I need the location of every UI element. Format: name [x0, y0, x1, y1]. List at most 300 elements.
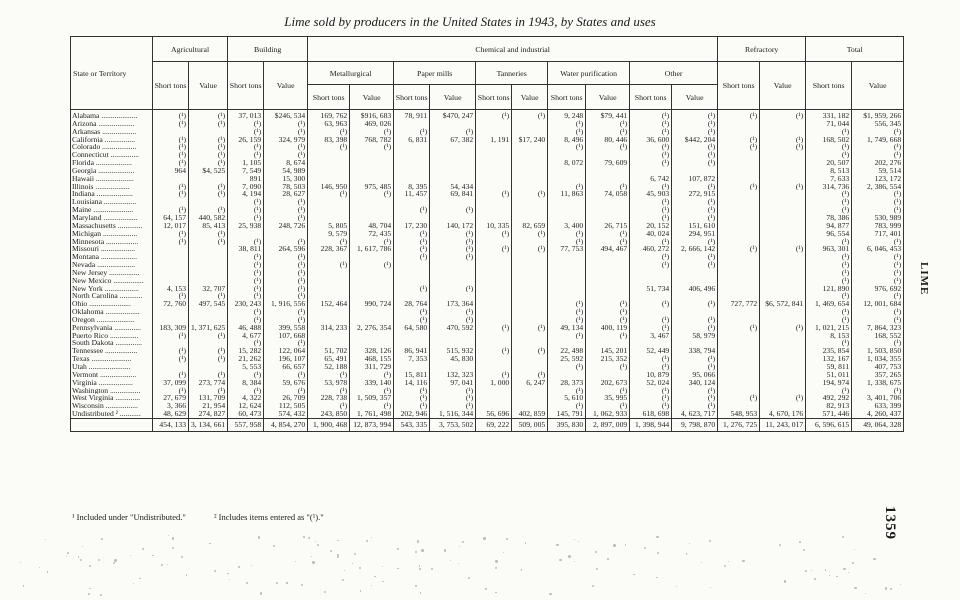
- data-cell: 338, 794: [672, 347, 718, 355]
- data-cell: 27, 679: [153, 394, 189, 402]
- data-cell: (¹): [430, 230, 476, 238]
- data-cell: 11, 863: [548, 190, 586, 198]
- data-cell: 574, 432: [264, 410, 308, 418]
- data-cell: (¹): [806, 316, 852, 324]
- scan-speck: [574, 561, 575, 562]
- table-row: [71, 175, 904, 183]
- data-cell: 52, 449: [630, 347, 672, 355]
- header-value: Value: [350, 85, 394, 110]
- scan-speck: [779, 544, 781, 546]
- data-cell: 243, 850: [308, 410, 350, 418]
- data-cell: (¹): [630, 120, 672, 128]
- data-cell: 63, 963: [308, 120, 350, 128]
- table-row: [71, 136, 904, 144]
- data-cell: [189, 175, 228, 183]
- data-cell: (¹): [672, 151, 718, 159]
- scan-speck: [890, 588, 892, 590]
- data-cell: (¹): [586, 120, 630, 128]
- data-cell: 460, 272: [630, 245, 672, 253]
- scan-speck: [78, 556, 80, 558]
- data-cell: (¹): [630, 402, 672, 410]
- data-cell: [153, 253, 189, 261]
- data-cell: [189, 316, 228, 324]
- data-cell: [548, 261, 586, 269]
- data-cell: 228, 738: [308, 394, 350, 402]
- data-cell: (¹): [264, 387, 308, 395]
- data-cell: (¹): [350, 261, 394, 269]
- scan-speck: [88, 593, 90, 595]
- data-cell: 121, 890: [806, 285, 852, 293]
- data-cell: 10, 879: [630, 371, 672, 379]
- data-cell: (¹): [264, 292, 308, 300]
- data-cell: (¹): [308, 371, 350, 379]
- data-cell: (¹): [394, 308, 430, 316]
- data-cell: (¹): [672, 261, 718, 269]
- scan-speck: [67, 552, 69, 554]
- data-cell: [718, 128, 760, 136]
- data-cell: (¹): [672, 300, 718, 308]
- data-cell: [350, 292, 394, 300]
- data-cell: $1, 959, 266: [852, 110, 904, 120]
- data-cell: $17, 240: [512, 136, 548, 144]
- data-cell: (¹): [264, 261, 308, 269]
- data-cell: [476, 402, 512, 410]
- data-cell: (¹): [228, 277, 264, 285]
- data-cell: 228, 367: [308, 245, 350, 253]
- data-cell: [308, 339, 350, 347]
- data-cell: [394, 198, 430, 206]
- data-cell: (¹): [548, 387, 586, 395]
- state-name-cell: Nevada ....................: [71, 261, 153, 269]
- totals-cell: 12, 873, 994: [350, 418, 394, 431]
- data-cell: [548, 292, 586, 300]
- table-row: [71, 183, 904, 191]
- data-cell: 571, 446: [806, 410, 852, 418]
- data-cell: [760, 167, 806, 175]
- data-cell: (¹): [852, 308, 904, 316]
- data-cell: [308, 253, 350, 261]
- data-cell: [586, 285, 630, 293]
- data-cell: [512, 128, 548, 136]
- data-cell: (¹): [630, 143, 672, 151]
- scan-speck: [873, 558, 875, 560]
- table-row: [71, 269, 904, 277]
- data-cell: (¹): [228, 143, 264, 151]
- data-cell: (¹): [430, 387, 476, 395]
- data-cell: (¹): [718, 245, 760, 253]
- data-cell: 15, 300: [264, 175, 308, 183]
- data-cell: (¹): [189, 159, 228, 167]
- data-cell: (¹): [672, 238, 718, 246]
- data-cell: [586, 261, 630, 269]
- data-cell: 494, 467: [586, 245, 630, 253]
- header-value: Value: [189, 62, 228, 110]
- header-short-tons: Short tons: [718, 62, 760, 110]
- data-cell: 7, 090: [228, 183, 264, 191]
- data-cell: [512, 143, 548, 151]
- scan-speck: [784, 580, 787, 583]
- data-cell: (¹): [189, 136, 228, 144]
- data-cell: [586, 151, 630, 159]
- scan-speck: [209, 543, 210, 544]
- scan-speck: [656, 577, 657, 578]
- data-cell: [476, 261, 512, 269]
- data-cell: [718, 190, 760, 198]
- data-cell: (¹): [394, 230, 430, 238]
- data-cell: 22, 498: [548, 347, 586, 355]
- scan-speck: [607, 558, 609, 560]
- data-cell: (¹): [672, 402, 718, 410]
- data-cell: [760, 214, 806, 222]
- table-row: [71, 394, 904, 402]
- data-cell: (¹): [228, 292, 264, 300]
- data-cell: [430, 269, 476, 277]
- data-cell: (¹): [760, 183, 806, 191]
- state-name-cell: Utah ......................: [71, 363, 153, 371]
- data-cell: 123, 172: [852, 175, 904, 183]
- state-name-cell: Colorado ..................: [71, 143, 153, 151]
- data-cell: [760, 253, 806, 261]
- data-cell: (¹): [548, 143, 586, 151]
- data-cell: [394, 269, 430, 277]
- data-cell: (¹): [394, 206, 430, 214]
- data-cell: 36, 600: [630, 136, 672, 144]
- data-cell: (¹): [394, 387, 430, 395]
- data-cell: [548, 253, 586, 261]
- data-cell: [153, 269, 189, 277]
- data-cell: (¹): [189, 332, 228, 340]
- scan-speck: [592, 585, 595, 588]
- data-cell: [189, 128, 228, 136]
- data-cell: 1, 516, 344: [430, 410, 476, 418]
- data-cell: $6, 572, 841: [760, 300, 806, 308]
- data-cell: 53, 978: [308, 379, 350, 387]
- data-cell: [394, 363, 430, 371]
- table-row: [71, 387, 904, 395]
- header-agricultural: Agricultural: [153, 37, 228, 62]
- data-cell: 4, 260, 437: [852, 410, 904, 418]
- data-cell: (¹): [189, 387, 228, 395]
- data-cell: [718, 230, 760, 238]
- data-cell: (¹): [586, 230, 630, 238]
- data-cell: 168, 502: [806, 136, 852, 144]
- data-cell: [394, 143, 430, 151]
- data-cell: (¹): [672, 120, 718, 128]
- scan-speck: [578, 541, 579, 542]
- scan-speck: [799, 541, 801, 543]
- data-cell: 314, 233: [308, 324, 350, 332]
- scan-speck: [854, 549, 855, 550]
- data-cell: (¹): [806, 190, 852, 198]
- scan-speck: [45, 539, 47, 541]
- data-cell: (¹): [806, 308, 852, 316]
- data-cell: $4, 525: [189, 167, 228, 175]
- data-cell: (¹): [672, 355, 718, 363]
- totals-cell: 557, 958: [228, 418, 264, 431]
- data-cell: (¹): [228, 308, 264, 316]
- data-cell: 406, 496: [672, 285, 718, 293]
- data-cell: (¹): [153, 159, 189, 167]
- data-cell: (¹): [350, 190, 394, 198]
- totals-cell: 9, 798, 870: [672, 418, 718, 431]
- data-cell: (¹): [228, 371, 264, 379]
- scan-speck: [485, 588, 487, 590]
- data-cell: 37, 013: [228, 110, 264, 120]
- data-cell: (¹): [228, 198, 264, 206]
- data-cell: [476, 355, 512, 363]
- scan-speck: [811, 570, 812, 571]
- data-cell: 95, 066: [672, 371, 718, 379]
- scan-speck: [397, 568, 398, 569]
- header-short-tons: Short tons: [228, 62, 264, 110]
- scan-speck: [311, 556, 312, 557]
- scan-speck: [549, 593, 551, 595]
- data-cell: (¹): [512, 110, 548, 120]
- data-cell: [672, 308, 718, 316]
- header-short-tons: Short tons: [630, 85, 672, 110]
- data-cell: (¹): [586, 238, 630, 246]
- data-cell: (¹): [806, 128, 852, 136]
- table-row: [71, 308, 904, 316]
- scan-speck: [419, 568, 421, 570]
- data-cell: 168, 552: [852, 332, 904, 340]
- data-cell: 2, 276, 354: [350, 324, 394, 332]
- data-cell: (¹): [264, 371, 308, 379]
- data-cell: (¹): [586, 402, 630, 410]
- data-cell: 35, 995: [586, 394, 630, 402]
- totals-cell: 4, 854, 270: [264, 418, 308, 431]
- data-cell: [350, 316, 394, 324]
- data-cell: [189, 277, 228, 285]
- footnote-2: ² Includes items entered as "(¹).": [213, 512, 324, 522]
- data-cell: 215, 352: [586, 355, 630, 363]
- data-cell: [718, 238, 760, 246]
- table-row: [71, 339, 904, 347]
- scan-speck: [836, 576, 838, 578]
- state-name-cell: Hawaii ....................: [71, 175, 153, 183]
- data-cell: [760, 230, 806, 238]
- data-cell: [672, 339, 718, 347]
- data-cell: (¹): [153, 183, 189, 191]
- data-cell: [189, 269, 228, 277]
- totals-label-cell: [71, 418, 153, 431]
- data-cell: [476, 238, 512, 246]
- data-cell: (¹): [153, 347, 189, 355]
- data-cell: [512, 300, 548, 308]
- scan-speck: [613, 544, 616, 547]
- scan-speck: [276, 582, 278, 584]
- scan-speck: [337, 554, 338, 555]
- data-cell: (¹): [760, 245, 806, 253]
- data-cell: (¹): [672, 324, 718, 332]
- table-row: [71, 316, 904, 324]
- data-cell: [586, 175, 630, 183]
- data-cell: 28, 627: [264, 190, 308, 198]
- scan-speck: [431, 568, 433, 570]
- data-cell: [430, 198, 476, 206]
- data-cell: 132, 167: [806, 355, 852, 363]
- data-cell: [189, 253, 228, 261]
- data-cell: [153, 175, 189, 183]
- data-cell: [476, 175, 512, 183]
- data-cell: 8, 496: [548, 136, 586, 144]
- data-cell: [512, 214, 548, 222]
- data-cell: [586, 167, 630, 175]
- scan-speck: [82, 546, 83, 547]
- state-name-cell: Alabama ...................: [71, 110, 153, 120]
- data-cell: (¹): [672, 206, 718, 214]
- data-cell: [153, 261, 189, 269]
- data-cell: [512, 238, 548, 246]
- data-cell: 12, 624: [228, 402, 264, 410]
- scan-speck: [462, 541, 464, 543]
- data-cell: 4, 677: [228, 332, 264, 340]
- data-cell: 169, 762: [308, 110, 350, 120]
- data-cell: (¹): [806, 261, 852, 269]
- data-cell: (¹): [806, 269, 852, 277]
- data-cell: 7, 864, 323: [852, 324, 904, 332]
- data-cell: [760, 402, 806, 410]
- data-cell: (¹): [308, 238, 350, 246]
- data-cell: 8, 513: [806, 167, 852, 175]
- data-cell: (¹): [672, 110, 718, 120]
- data-cell: (¹): [806, 238, 852, 246]
- data-cell: [430, 151, 476, 159]
- data-cell: (¹): [630, 394, 672, 402]
- state-name-cell: Florida ...................: [71, 159, 153, 167]
- scan-speck: [315, 541, 316, 542]
- totals-cell: 509, 005: [512, 418, 548, 431]
- data-cell: (¹): [548, 363, 586, 371]
- data-cell: [189, 261, 228, 269]
- data-cell: (¹): [586, 332, 630, 340]
- data-cell: [153, 245, 189, 253]
- data-cell: (¹): [548, 316, 586, 324]
- data-cell: [430, 214, 476, 222]
- data-cell: [394, 167, 430, 175]
- data-cell: 768, 782: [350, 136, 394, 144]
- data-cell: (¹): [630, 151, 672, 159]
- data-cell: (¹): [586, 128, 630, 136]
- state-name-cell: New Jersey ................: [71, 269, 153, 277]
- data-cell: 77, 753: [548, 245, 586, 253]
- footnotes: [72, 512, 350, 522]
- scan-speck: [100, 594, 102, 596]
- table-title: Lime sold by producers in the United States in 1943, by States and uses: [284, 14, 656, 29]
- data-cell: (¹): [672, 253, 718, 261]
- scan-speck: [596, 568, 598, 570]
- data-cell: (¹): [548, 238, 586, 246]
- data-cell: 15, 811: [394, 371, 430, 379]
- data-cell: [760, 277, 806, 285]
- data-cell: [308, 277, 350, 285]
- data-cell: (¹): [630, 206, 672, 214]
- data-cell: 4, 194: [228, 190, 264, 198]
- data-cell: [308, 175, 350, 183]
- data-cell: [350, 339, 394, 347]
- data-cell: [672, 292, 718, 300]
- data-cell: $79, 441: [586, 110, 630, 120]
- data-cell: [586, 339, 630, 347]
- data-cell: [760, 190, 806, 198]
- scan-speck: [710, 587, 711, 588]
- data-cell: 10, 335: [476, 222, 512, 230]
- data-cell: 26, 715: [586, 222, 630, 230]
- data-cell: (¹): [852, 190, 904, 198]
- data-cell: (¹): [630, 261, 672, 269]
- data-cell: 26, 159: [228, 136, 264, 144]
- state-name-cell: Vermont ...................: [71, 371, 153, 379]
- data-cell: (¹): [586, 316, 630, 324]
- table-row: [71, 151, 904, 159]
- table-row: [71, 363, 904, 371]
- data-cell: (¹): [806, 339, 852, 347]
- scan-speck: [483, 537, 486, 540]
- data-cell: [308, 269, 350, 277]
- data-cell: (¹): [512, 371, 548, 379]
- data-cell: [476, 128, 512, 136]
- data-cell: (¹): [189, 371, 228, 379]
- data-cell: [308, 308, 350, 316]
- data-cell: 45, 830: [430, 355, 476, 363]
- data-cell: (¹): [630, 238, 672, 246]
- data-cell: [760, 292, 806, 300]
- scan-speck: [450, 560, 451, 561]
- scan-speck: [133, 583, 135, 585]
- data-cell: [476, 285, 512, 293]
- data-cell: (¹): [189, 206, 228, 214]
- data-cell: 1, 761, 498: [350, 410, 394, 418]
- data-cell: 12, 017: [153, 222, 189, 230]
- data-cell: [548, 214, 586, 222]
- data-cell: (¹): [852, 261, 904, 269]
- table-row: [71, 277, 904, 285]
- scan-speck: [468, 577, 470, 579]
- header-total: Total: [806, 37, 904, 62]
- totals-row: [71, 418, 904, 431]
- data-cell: [718, 261, 760, 269]
- data-cell: (¹): [548, 300, 586, 308]
- data-cell: 72, 760: [153, 300, 189, 308]
- state-name-cell: Puerto Rico ...............: [71, 332, 153, 340]
- data-cell: [512, 175, 548, 183]
- data-cell: [630, 277, 672, 285]
- data-cell: [308, 159, 350, 167]
- data-cell: 264, 596: [264, 245, 308, 253]
- header-value: Value: [430, 85, 476, 110]
- data-cell: 2, 666, 142: [672, 245, 718, 253]
- state-name-cell: North Carolina ............: [71, 292, 153, 300]
- data-cell: (¹): [350, 238, 394, 246]
- data-cell: (¹): [153, 151, 189, 159]
- data-cell: 152, 464: [308, 300, 350, 308]
- scan-speck: [273, 545, 275, 547]
- data-cell: (¹): [476, 245, 512, 253]
- data-cell: [476, 159, 512, 167]
- table-row: [71, 379, 904, 387]
- data-cell: 407, 753: [852, 363, 904, 371]
- table-row: [71, 253, 904, 261]
- data-cell: (¹): [153, 371, 189, 379]
- data-cell: (¹): [476, 230, 512, 238]
- data-cell: (¹): [394, 394, 430, 402]
- data-cell: 194, 974: [806, 379, 852, 387]
- scan-speck: [352, 563, 353, 564]
- data-cell: [586, 253, 630, 261]
- data-cell: [586, 198, 630, 206]
- data-cell: (¹): [586, 363, 630, 371]
- scan-speck: [214, 570, 216, 572]
